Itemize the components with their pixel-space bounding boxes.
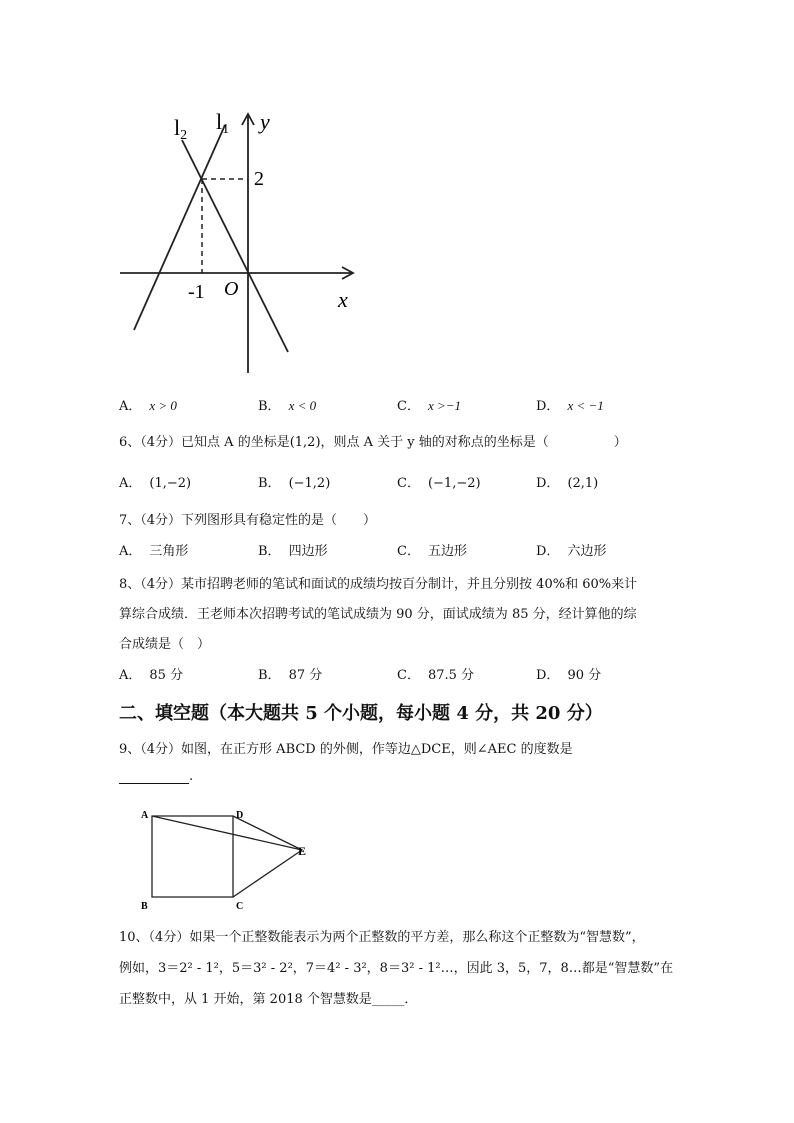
q7-option-b: B． 四边形 (258, 544, 328, 559)
q6-option-a: A． (1,−2) (119, 476, 192, 491)
triangle-dce (233, 816, 302, 897)
label-y: y (260, 109, 270, 134)
vertex-c-label: C (236, 901, 244, 912)
q7-option-c: C． 五边形 (397, 544, 467, 559)
section-title-fill-in: 二、填空题（本大题共 5 个小题，每小题 4 分，共 20 分） (119, 703, 603, 724)
vertex-a-label: A (141, 810, 149, 821)
q8-option-d: D． 90 分 (536, 668, 602, 683)
q8-option-b: B． 87 分 (258, 668, 323, 683)
line-l1 (134, 125, 225, 330)
q5-option-b: B． x < 0 (258, 398, 317, 414)
q10-stem-line3: 正整数中，从 1 开始，第 2018 个智慧数是_____． (119, 992, 418, 1007)
square-triangle-figure (135, 805, 315, 913)
answer-underline (119, 769, 189, 784)
label-l2: l2 (174, 115, 188, 143)
q6-option-b: B． (−1,2) (258, 476, 331, 491)
q5-option-c: C． x >−1 (397, 398, 462, 414)
coordinate-graph (110, 105, 370, 380)
q10-stem-line2: 例如，3＝2² - 1²，5＝3² - 2²，7＝4² - 3²，8＝3² - 1²…，因此 3，5，7，8…都是“智慧数”在 (119, 961, 674, 976)
vertex-e-label: E (298, 844, 307, 858)
q6-option-c: C． (−1,−2) (397, 476, 481, 491)
label-l1: l1 (216, 109, 230, 137)
label-two: 2 (254, 168, 264, 190)
line-l2 (182, 140, 288, 352)
q7-option-a: A． 三角形 (119, 544, 189, 559)
q8-stem-line1: 8、（4分）某市招聘老师的笔试和面试的成绩均按百分制计，并且分别按 40%和 60%来计 (119, 577, 638, 592)
vertex-b-label: B (141, 901, 148, 912)
vertex-d-label: D (236, 810, 244, 821)
q6-option-d: D． (2,1) (536, 476, 599, 491)
q5-option-a: A． x > 0 (119, 398, 177, 414)
q8-option-a: A． 85 分 (119, 668, 184, 683)
q7-option-d: D． 六边形 (536, 544, 607, 559)
q10-stem-line1: 10、（4分）如果一个正整数能表示为两个正整数的平方差，那么称这个正整数为“智慧数”， (119, 930, 645, 945)
q8-option-c: C． 87.5 分 (397, 668, 475, 683)
segment-ae (152, 816, 302, 850)
q8-stem-line3: 合成绩是（ ） (119, 637, 211, 652)
q7-stem: 7、（4分）下列图形具有稳定性的是（ ） (119, 513, 377, 528)
label-neg1: -1 (188, 281, 205, 303)
q8-stem-line2: 算综合成绩．王老师本次招聘考试的笔试成绩为 90 分，面试成绩为 85 分，经计算他的综 (119, 607, 637, 622)
q9-stem: 9、（4分）如图，在正方形 ABCD 的外侧，作等边△DCE，则∠AEC 的度数是 (119, 742, 573, 757)
label-origin: O (224, 278, 239, 300)
q5-option-d: D． x < −1 (536, 398, 604, 414)
label-x: x (338, 287, 348, 312)
q9-tail: . (189, 769, 194, 784)
square-abcd (152, 816, 233, 897)
q6-stem: 6、（4分）已知点 A 的坐标是(1,2)，则点 A 关于 y 轴的对称点的坐标是（ ） (119, 435, 627, 450)
q9-answer-blank (119, 769, 193, 784)
